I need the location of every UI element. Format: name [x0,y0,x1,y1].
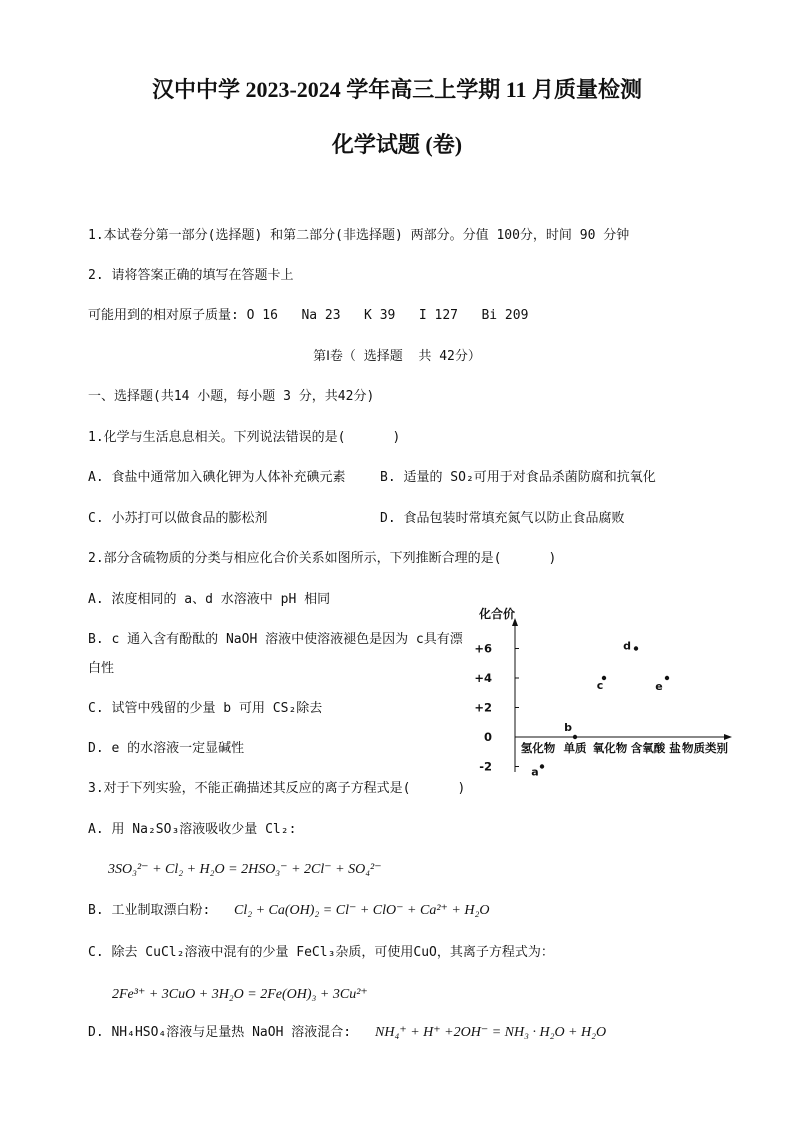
question-3-option-b: B. 工业制取漂白粉: [88,903,211,918]
data-point-a [540,764,544,768]
data-point-d [634,646,638,650]
y-axis-title: 化合价 [478,607,516,621]
question-1-option-c: C. 小苏打可以做食品的膨松剂 [88,511,268,526]
question-1-option-b: B. 适量的 SO₂可用于对食品杀菌防腐和抗氧化 [380,470,656,485]
question-1-option-d: D. 食品包装时常填充氮气以防止食品腐败 [380,511,625,526]
question-2-option-d: D. e 的水溶液一定显碱性 [88,741,245,756]
y-tick-label: -2 [479,759,492,774]
data-point-b [573,735,577,739]
atomic-masses-line: 可能用到的相对原子质量: O 16 Na 23 K 39 I 127 Bi 209 [88,308,529,323]
x-category-label: 含氧酸 [630,741,666,755]
section-heading: 一、选择题(共14 小题，每小题 3 分，共42分) [88,389,375,404]
question-3-option-c: C. 除去 CuCl₂溶液中混有的少量 FeCl₃杂质，可使用CuO，其离子方程式为： [88,945,554,960]
data-point-label: c [596,679,604,692]
exam-title: 汉中中学 2023-2024 学年高三上学期 11 月质量检测 [151,77,643,102]
x-category-label: 单质 [563,741,587,755]
y-tick-label: +4 [474,671,492,685]
question-2-option-c: C. 试管中残留的少量 b 可用 CS₂除去 [88,701,323,716]
question-1-stem: 1.化学与生活息息相关。下列说法错误的是( ) [88,430,401,445]
x-category-label: 氢化物 [520,741,556,755]
data-point-label: b [564,721,572,734]
question-3-option-a-equation: 3SO₃²⁻ + Cl₂ + H₂O = 2HSO₃⁻ + 2Cl⁻ + SO₄²⁻ [108,862,382,877]
x-category-label: 盐 [669,741,681,755]
question-3-option-b-equation: Cl₂ + Ca(OH)₂ = Cl⁻ + ClO⁻ + Ca²⁺ + H₂O [234,903,490,918]
y-tick-label: +2 [474,700,492,715]
question-2-option-b: B. c 通入含有酚酞的 NaOH 溶液中使溶液褪色是因为 c具有漂 [88,632,463,647]
data-point-label: a [531,765,539,779]
data-point-e [665,676,669,680]
exam-subtitle: 化学试题 (卷) [331,132,463,157]
y-tick-label: 0 [483,730,492,744]
question-2-option-b-continuation: 白性 [88,661,115,676]
data-point-label: e [655,680,663,693]
question-3-option-d: D. NH₄HSO₄溶液与足量热 NaOH 溶液混合: [88,1025,352,1040]
question-3-stem: 3.对于下列实验，不能正确描述其反应的离子方程式是( ) [88,781,466,796]
question-2-stem: 2.部分含硫物质的分类与相应化合价关系如图所示，下列推断合理的是( ) [88,551,557,566]
part-1-title: 第Ⅰ卷（ 选择题 共 42分） [313,349,481,364]
instruction-line-1: 1.本试卷分第一部分(选择题) 和第二部分(非选择题) 两部分。分值 100分，时间 90 分钟 [88,228,630,243]
y-tick-label: +6 [474,641,492,656]
x-axis-title: 物质类别 [682,741,728,755]
x-category-label: 氧化物 [592,741,628,755]
data-point-label: d [623,639,631,653]
x-axis-arrow [724,734,732,740]
question-3-option-a: A. 用 Na₂SO₃溶液吸收少量 Cl₂: [88,822,297,837]
sulfur-valence-chart [460,600,740,785]
question-3-option-d-equation: NH₄⁺ + H⁺ +2OH⁻ = NH₃ · H₂O + H₂O [375,1025,607,1040]
question-3-option-c-equation: 2Fe³⁺ + 3CuO + 3H₂O = 2Fe(OH)₃ + 3Cu²⁺ [112,987,368,1002]
question-1-option-a: A. 食盐中通常加入碘化钾为人体补充碘元素 [88,470,346,485]
instruction-line-2: 2. 请将答案正确的填写在答题卡上 [88,268,294,283]
question-2-option-a: A. 浓度相同的 a、d 水溶液中 pH 相同 [88,592,331,607]
